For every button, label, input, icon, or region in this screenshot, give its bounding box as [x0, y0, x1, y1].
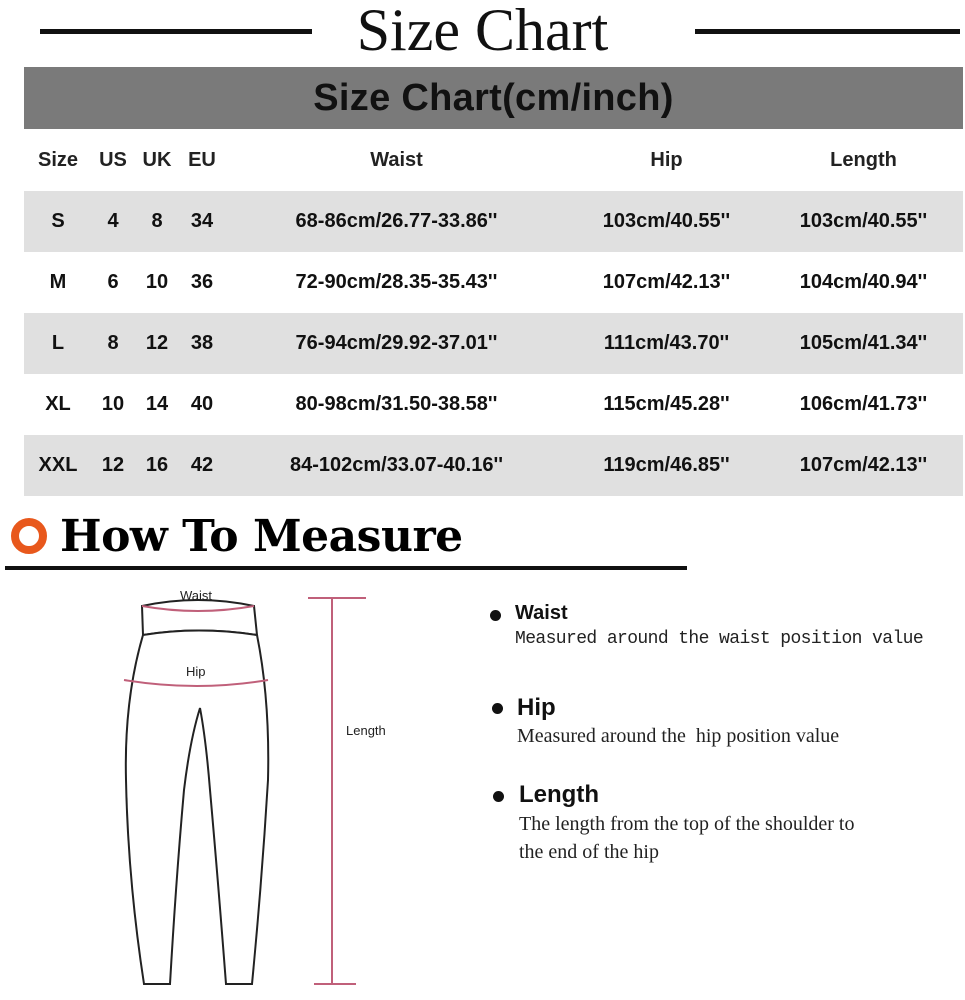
cell-size: XL — [45, 393, 71, 415]
cell-waist: 84-102cm/33.07-40.16'' — [289, 454, 503, 476]
note-length-title: Length — [519, 781, 599, 808]
cell-size: L — [51, 332, 65, 354]
header-us: US — [99, 149, 127, 171]
cell-size: M — [49, 271, 67, 293]
diagram-waist-label: Waist — [180, 588, 213, 603]
bullet-circle-icon — [11, 518, 47, 554]
header-length: Length — [830, 149, 897, 171]
cell-hip: 107cm/42.13'' — [602, 271, 731, 293]
cell-eu: 42 — [190, 454, 214, 476]
header-hip: Hip — [650, 149, 683, 171]
header-waist: Waist — [370, 149, 423, 171]
cell-waist: 72-90cm/28.35-35.43'' — [295, 271, 498, 293]
note-hip-description: Measured around the hip position value — [517, 725, 840, 747]
cell-hip: 111cm/43.70'' — [603, 332, 730, 354]
bullet-icon — [492, 703, 503, 714]
pants-measurement-diagram — [100, 580, 420, 990]
note-length-description-line-1: The length from the top of the shoulder to — [519, 813, 855, 835]
cell-size: XXL — [38, 454, 78, 476]
cell-eu: 38 — [190, 332, 214, 354]
cell-length: 105cm/41.34'' — [799, 332, 928, 354]
header-uk: UK — [142, 149, 172, 171]
cell-us: 8 — [107, 332, 119, 354]
cell-us: 6 — [107, 271, 119, 293]
cell-eu: 36 — [190, 271, 214, 293]
cell-length: 106cm/41.73'' — [799, 393, 928, 415]
cell-uk: 16 — [145, 454, 169, 476]
note-hip-title: Hip — [517, 694, 556, 721]
cell-eu: 34 — [190, 210, 214, 232]
cell-length: 104cm/40.94'' — [799, 271, 928, 293]
cell-uk: 8 — [151, 210, 163, 232]
header-eu: EU — [188, 149, 216, 171]
cell-uk: 12 — [145, 332, 169, 354]
how-to-measure-title: How To Measure — [60, 511, 463, 562]
cell-waist: 68-86cm/26.77-33.86'' — [295, 210, 498, 232]
cell-length: 103cm/40.55'' — [799, 210, 928, 232]
cell-us: 12 — [101, 454, 125, 476]
cell-waist: 76-94cm/29.92-37.01'' — [295, 332, 498, 354]
cell-us: 10 — [101, 393, 125, 415]
cell-uk: 14 — [145, 393, 169, 415]
table-row — [24, 313, 963, 374]
cell-hip: 103cm/40.55'' — [602, 210, 731, 232]
cell-length: 107cm/42.13'' — [799, 454, 928, 476]
how-to-measure-rule — [5, 566, 687, 570]
diagram-length-label: Length — [346, 723, 386, 738]
size-chart-heading: Size Chart(cm/inch) — [24, 67, 963, 129]
pants-outline-icon — [100, 580, 420, 990]
note-length-description-line-2: the end of the hip — [519, 841, 659, 863]
table-row — [24, 252, 963, 313]
cell-hip: 115cm/45.28'' — [603, 393, 730, 415]
cell-eu: 40 — [190, 393, 214, 415]
table-row — [24, 435, 963, 496]
cell-size: S — [51, 210, 65, 232]
cell-waist: 80-98cm/31.50-38.58'' — [295, 393, 498, 415]
cell-hip: 119cm/46.85'' — [603, 454, 730, 476]
cell-uk: 10 — [145, 271, 169, 293]
diagram-hip-label: Hip — [186, 664, 206, 679]
table-row — [24, 374, 963, 435]
header-size: Size — [37, 149, 79, 171]
table-row — [24, 191, 963, 252]
table-header-row — [24, 130, 963, 191]
bullet-icon — [490, 610, 501, 621]
page-title: Size Chart — [356, 0, 609, 63]
note-waist-title: Waist — [515, 602, 568, 624]
note-waist-description: Measured around the waist position value — [515, 629, 924, 649]
cell-us: 4 — [107, 210, 119, 232]
size-table — [24, 130, 963, 496]
bullet-icon — [493, 791, 504, 802]
